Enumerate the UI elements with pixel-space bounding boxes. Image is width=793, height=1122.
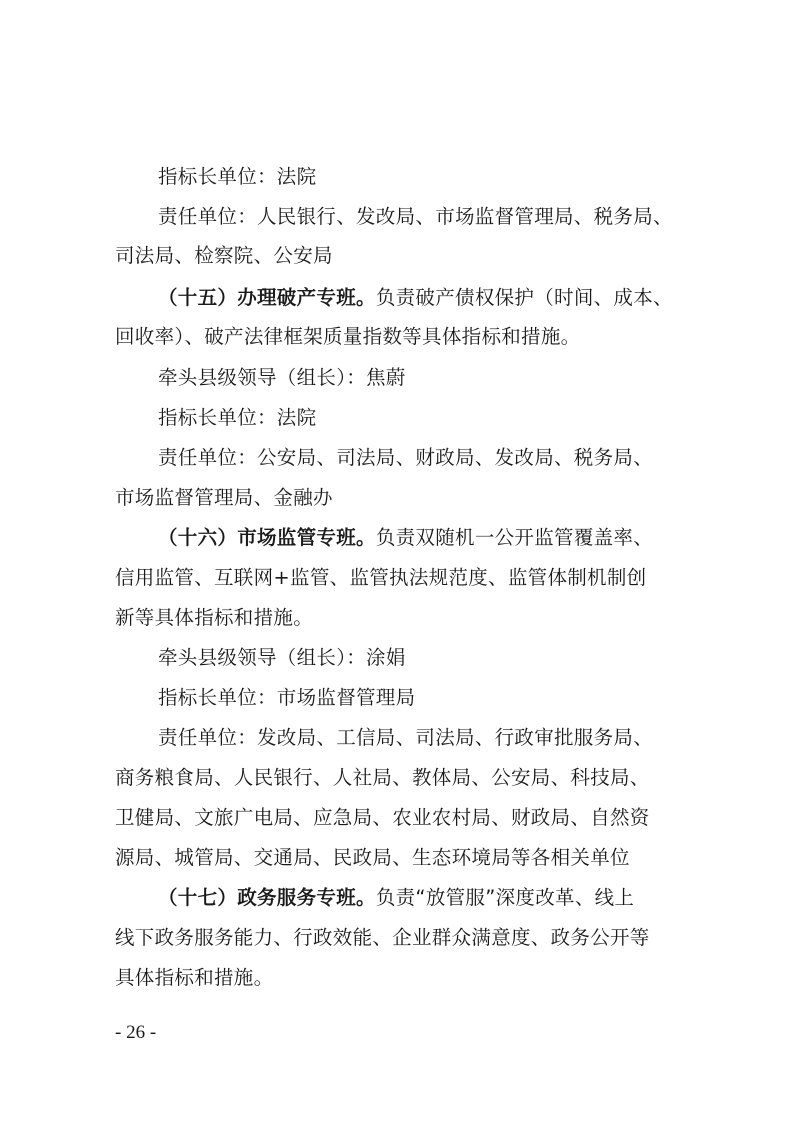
line-7: 指标长单位：法院 — [158, 406, 317, 429]
line-8: 责任单位：公安局、司法局、财政局、发改局、税务局、 — [158, 446, 654, 469]
section-15 — [158, 282, 793, 314]
line-14: 指标长单位：市场监督管理局 — [158, 686, 416, 709]
line-18: 源局、城管局、交通局、民政局、生态环境局等各相关单位 — [115, 846, 630, 869]
line-6: 牵头县级领导（组长）：焦蔚 — [158, 366, 406, 389]
line-11: 信用监管、互联网+监管、监管执法规范度、监管体制机制创 — [115, 566, 647, 589]
section-17 — [158, 882, 793, 914]
section-17-text: 负责“放管服”深度改革、线上 — [375, 886, 635, 909]
line-9: 市场监督管理局、金融办 — [115, 486, 333, 509]
section-16-heading: （十六）市场监管专班。 — [158, 526, 376, 549]
line-21: 具体指标和措施。 — [115, 966, 274, 989]
line-15: 责任单位：发改局、工信局、司法局、行政审批服务局、 — [158, 726, 654, 749]
line-5: 回收率）、破产法律框架质量指数等具体指标和措施。 — [115, 325, 581, 348]
line-12: 新等具体指标和措施。 — [115, 606, 314, 629]
section-16 — [158, 522, 793, 554]
line-20: 线下政务服务能力、行政效能、企业群众满意度、政务公开等 — [115, 926, 650, 949]
section-15-heading: （十五）办理破产专班。 — [158, 286, 376, 309]
section-15-text: 负责破产债权保护（时间、成本、 — [375, 286, 673, 309]
line-2: 责任单位：人民银行、发改局、市场监督管理局、税务局、 — [158, 205, 673, 228]
line-13: 牵头县级领导（组长）：涂娟 — [158, 646, 406, 669]
page-number: - 26 - — [115, 1022, 157, 1043]
line-1: 指标长单位：法院 — [158, 165, 317, 188]
line-3: 司法局、检察院、公安局 — [115, 244, 333, 267]
line-17: 卫健局、文旅广电局、应急局、农业农村局、财政局、自然资 — [115, 806, 650, 829]
section-17-heading: （十七）政务服务专班。 — [158, 886, 376, 909]
section-16-text: 负责双随机一公开监管覆盖率、 — [375, 526, 654, 549]
line-16: 商务粮食局、人民银行、人社局、教体局、公安局、科技局、 — [115, 766, 650, 789]
